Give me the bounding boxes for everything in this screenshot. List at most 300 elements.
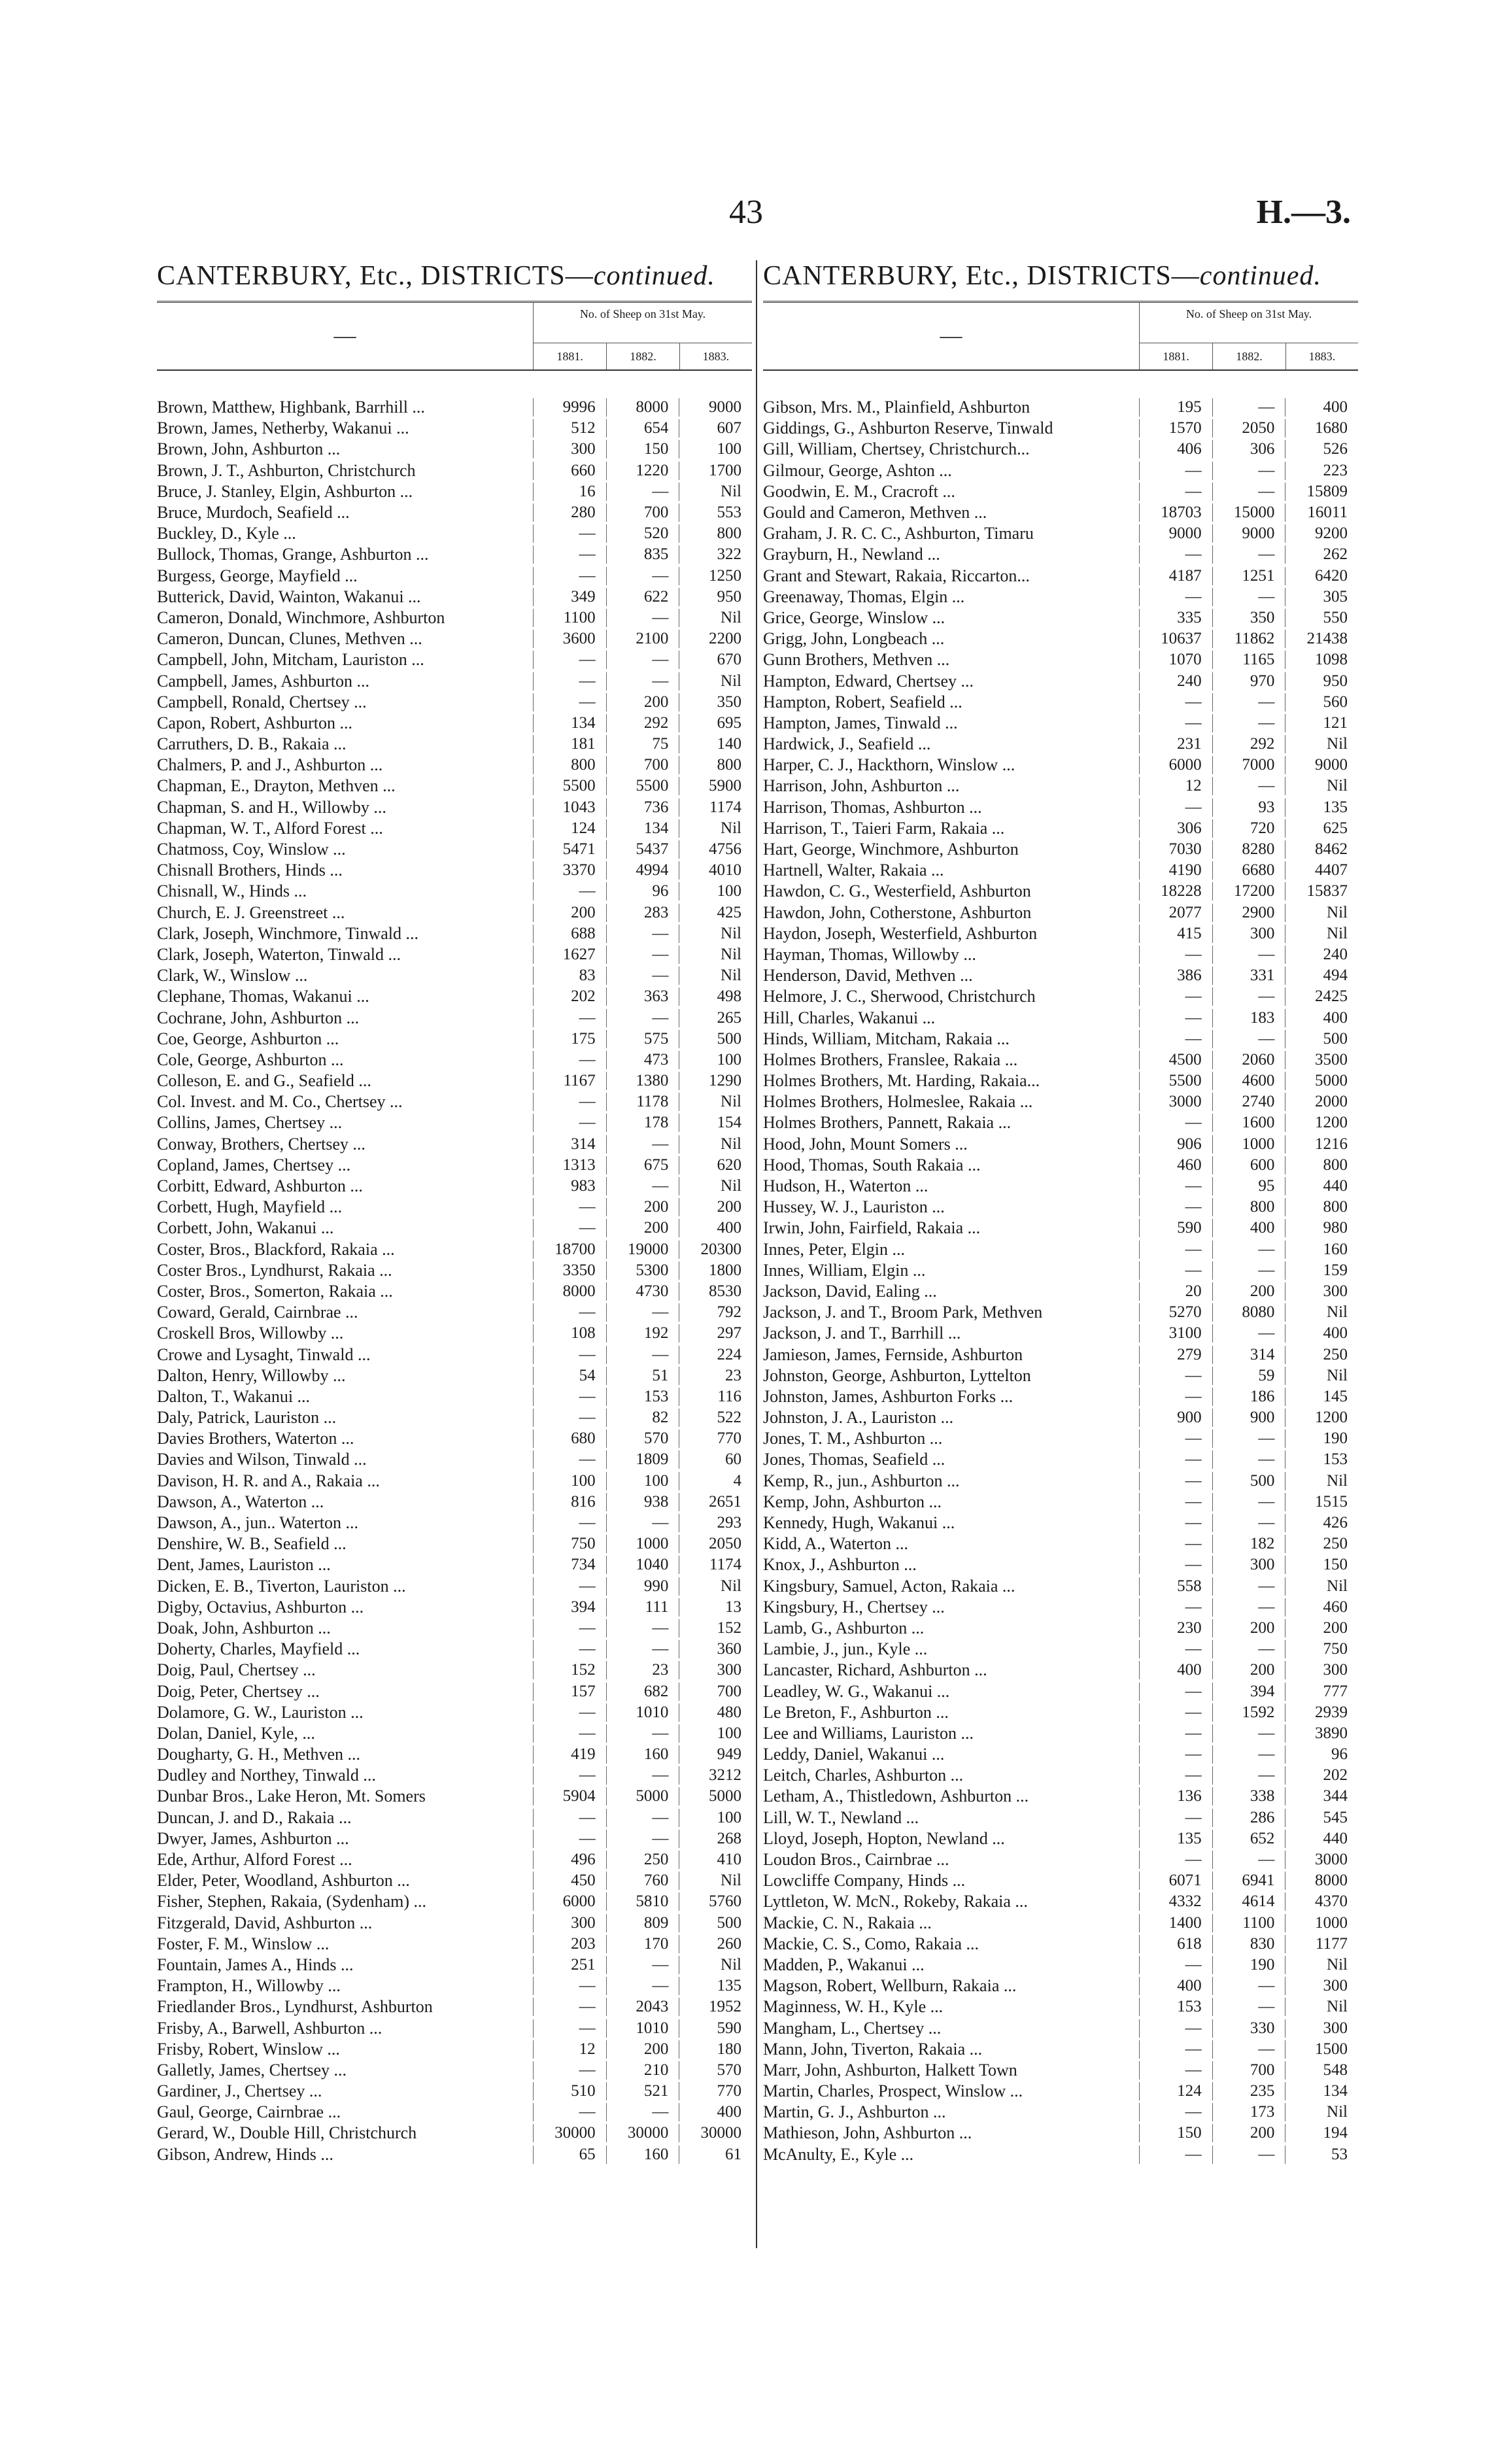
sheep-1883: 980	[1285, 1219, 1358, 1237]
sheep-1882: —	[1212, 1493, 1285, 1511]
table-row	[157, 818, 752, 839]
right-title-text: CANTERBURY, Etc., DISTRICTS—	[763, 261, 1200, 291]
table-row	[763, 439, 1358, 460]
sheep-1881: 108	[533, 1324, 606, 1343]
sheep-1883: 30000	[679, 2124, 752, 2142]
owner-name: Foster, F. M., Winslow ...	[157, 1934, 330, 1953]
sheep-1883: Nil	[1285, 1577, 1358, 1596]
sheep-1883: 1500	[1285, 2040, 1358, 2059]
owner-name: Lill, W. T., Newland ...	[763, 1807, 919, 1827]
sheep-1882: —	[606, 1303, 679, 1322]
owner-name: Jackson, David, Ealing ...	[763, 1281, 937, 1301]
table-row	[157, 1323, 752, 1344]
sheep-1882: 15000	[1212, 504, 1285, 522]
sheep-1882: 1000	[1212, 1135, 1285, 1154]
owner-name: Frisby, A., Barwell, Ashburton ...	[157, 2018, 383, 2038]
sheep-1882: 59	[1212, 1367, 1285, 1385]
owner-name: Holmes Brothers, Pannett, Rakaia ...	[763, 1113, 1012, 1133]
sheep-1882: 400	[1212, 1219, 1285, 1237]
sheep-1883: 2050	[679, 1535, 752, 1553]
sheep-1883: 545	[1285, 1809, 1358, 1827]
sheep-1883: 800	[1285, 1156, 1358, 1174]
sheep-1881: 150	[1139, 2124, 1212, 2142]
sheep-1881: —	[1139, 946, 1212, 964]
sheep-1881: —	[533, 524, 606, 543]
sheep-1881: 688	[533, 925, 606, 943]
sheep-1883: 145	[1285, 1388, 1358, 1406]
sheep-1881: 1070	[1139, 651, 1212, 669]
sheep-1881: 152	[533, 1661, 606, 1679]
sheep-1882: —	[606, 1766, 679, 1785]
sheep-1882: 1000	[606, 1535, 679, 1553]
owner-name: Harper, C. J., Hackthorn, Winslow ...	[763, 755, 1015, 775]
sheep-1882: 51	[606, 1367, 679, 1385]
sheep-1881: 496	[533, 1851, 606, 1869]
sheep-1881: 618	[1139, 1935, 1212, 1953]
table-row	[763, 1955, 1358, 1976]
sheep-1881: 1400	[1139, 1914, 1212, 1932]
sheep-1882: 473	[606, 1051, 679, 1069]
sheep-1883: 1177	[1285, 1935, 1358, 1953]
table-row	[157, 1744, 752, 1765]
right-header-label: No. of Sheep on 31st May.	[1140, 303, 1358, 343]
sheep-1881: 3000	[1139, 1093, 1212, 1111]
table-row	[763, 1723, 1358, 1744]
table-row	[157, 481, 752, 502]
table-row	[157, 1134, 752, 1155]
sheep-1881: 335	[1139, 609, 1212, 627]
sheep-1881: —	[533, 1977, 606, 1995]
sheep-1882: 75	[606, 735, 679, 753]
table-row	[157, 1344, 752, 1365]
owner-name: Mangham, L., Chertsey ...	[763, 2018, 942, 2038]
owner-name: Dent, James, Lauriston ...	[157, 1555, 331, 1575]
sheep-1882: 700	[606, 756, 679, 774]
sheep-1882: 235	[1212, 2082, 1285, 2100]
owner-name: Hood, Thomas, South Rakaia ...	[763, 1155, 981, 1174]
sheep-1882: —	[1212, 1030, 1285, 1048]
sheep-1883: 560	[1285, 693, 1358, 711]
sheep-1883: 792	[679, 1303, 752, 1322]
sheep-1883: 100	[679, 1724, 752, 1743]
table-row	[763, 2102, 1358, 2123]
sheep-1883: 4	[679, 1472, 752, 1490]
sheep-1882: 1809	[606, 1450, 679, 1469]
sheep-1882: 306	[1212, 440, 1285, 458]
owner-name: Gill, William, Chertsey, Christchurch...	[763, 439, 1030, 459]
owner-name: Davies Brothers, Waterton ...	[157, 1429, 354, 1448]
table-row	[763, 902, 1358, 923]
sheep-1881: 680	[533, 1429, 606, 1448]
right-header-dash: —	[940, 324, 962, 348]
sheep-1883: 770	[679, 1429, 752, 1448]
sheep-1883: Nil	[679, 1872, 752, 1890]
sheep-1883: 100	[679, 440, 752, 458]
table-row	[157, 566, 752, 587]
sheep-1882: —	[1212, 1640, 1285, 1658]
sheep-1883: 250	[1285, 1535, 1358, 1553]
sheep-1882: 9000	[1212, 524, 1285, 543]
owner-name: Dunbar Bros., Lake Heron, Mt. Somers	[157, 1787, 426, 1806]
table-row	[763, 2081, 1358, 2102]
owner-name: Irwin, John, Fairfield, Rakaia ...	[763, 1218, 981, 1238]
sheep-1882: 4994	[606, 861, 679, 880]
table-row	[157, 1386, 752, 1407]
owner-name: Helmore, J. C., Sherwood, Christchurch	[763, 987, 1036, 1006]
owner-name: Hudson, H., Waterton ...	[763, 1176, 928, 1196]
sheep-1882: —	[606, 1956, 679, 1974]
owner-name: Marr, John, Ashburton, Halkett Town	[763, 2060, 1017, 2079]
sheep-1883: 150	[1285, 1556, 1358, 1574]
owner-name: Martin, Charles, Prospect, Winslow ...	[763, 2081, 1023, 2101]
sheep-1881: 8000	[533, 1282, 606, 1301]
table-row	[763, 2039, 1358, 2060]
owner-name: Chapman, W. T., Alford Forest ...	[157, 818, 383, 838]
sheep-1881: 203	[533, 1935, 606, 1953]
table-row	[763, 1260, 1358, 1281]
owner-name: Leadley, W. G., Wakanui ...	[763, 1681, 950, 1701]
table-row	[763, 418, 1358, 439]
sheep-1882: 900	[1212, 1409, 1285, 1427]
sheep-1883: Nil	[679, 483, 752, 501]
sheep-1882: 338	[1212, 1787, 1285, 1805]
owner-name: Innes, Peter, Elgin ...	[763, 1239, 906, 1259]
table-row	[157, 502, 752, 523]
sheep-1883: Nil	[1285, 1956, 1358, 1974]
sheep-1881: —	[533, 1809, 606, 1827]
table-row	[157, 1681, 752, 1702]
sheep-1882: 200	[1212, 1661, 1285, 1679]
sheep-1883: 9000	[1285, 756, 1358, 774]
sheep-1882: 622	[606, 588, 679, 606]
sheep-1881: 195	[1139, 398, 1212, 417]
left-table-header	[157, 301, 752, 371]
sheep-1882: 292	[1212, 735, 1285, 753]
sheep-1881: —	[1139, 1472, 1212, 1490]
owner-name: Giddings, G., Ashburton Reserve, Tinwald	[763, 419, 1053, 438]
sheep-1881: 10637	[1139, 630, 1212, 648]
owner-name: Corbitt, Edward, Ashburton ...	[157, 1176, 363, 1196]
owner-name: Magson, Robert, Wellburn, Rakaia ...	[763, 1976, 1017, 1996]
sheep-1881: —	[533, 1830, 606, 1848]
owner-name: Hill, Charles, Wakanui ...	[763, 1008, 936, 1027]
sheep-1882: 30000	[606, 2124, 679, 2142]
owner-name: Kingsbury, Samuel, Acton, Rakaia ...	[763, 1576, 1015, 1596]
table-row	[157, 797, 752, 818]
sheep-1881: 300	[533, 440, 606, 458]
sheep-1881: —	[1139, 1745, 1212, 1764]
sheep-1883: 8530	[679, 1282, 752, 1301]
table-row	[763, 1176, 1358, 1197]
table-row	[157, 776, 752, 796]
owner-name: Corbett, John, Wakanui ...	[157, 1218, 334, 1238]
sheep-1882: 1010	[606, 2019, 679, 2038]
owner-name: Holmes Brothers, Mt. Harding, Rakaia...	[763, 1071, 1040, 1091]
owner-name: Fisher, Stephen, Rakaia, (Sydenham) ...	[157, 1892, 426, 1911]
right-year-1881: 1881.	[1163, 350, 1189, 363]
owner-name: Grigg, John, Longbeach ...	[763, 629, 945, 649]
table-row	[157, 2081, 752, 2102]
table-row	[157, 1029, 752, 1050]
sheep-1883: Nil	[679, 1577, 752, 1596]
owner-name: Hawdon, C. G., Westerfield, Ashburton	[763, 881, 1031, 901]
sheep-1882: —	[606, 1809, 679, 1827]
sheep-1882: 675	[606, 1156, 679, 1174]
table-row	[763, 1134, 1358, 1155]
owner-name: Fitzgerald, David, Ashburton ...	[157, 1913, 373, 1932]
table-row	[763, 1913, 1358, 1934]
sheep-1882: 350	[1212, 609, 1285, 627]
table-row	[763, 1428, 1358, 1449]
sheep-1882: 682	[606, 1683, 679, 1701]
owner-name: Mackie, C. N., Rakaia ...	[763, 1913, 932, 1932]
sheep-1883: 695	[679, 714, 752, 732]
owner-name: Gilmour, George, Ashton ...	[763, 460, 952, 480]
sheep-1881: —	[1139, 714, 1212, 732]
owner-name: Gaul, George, Cairnbrae ...	[157, 2102, 341, 2122]
sheep-1882: 1251	[1212, 567, 1285, 585]
sheep-1881: —	[1139, 1367, 1212, 1385]
owner-name: Hartnell, Walter, Rakaia ...	[763, 861, 944, 880]
owner-name: Copland, James, Chertsey ...	[157, 1155, 351, 1174]
owner-name: Harrison, T., Taieri Farm, Rakaia ...	[763, 818, 1005, 838]
sheep-1882: 82	[606, 1409, 679, 1427]
sheep-1882: 200	[606, 2040, 679, 2059]
table-row	[157, 1070, 752, 1091]
sheep-1881: 124	[1139, 2082, 1212, 2100]
sheep-1883: Nil	[1285, 1303, 1358, 1322]
sheep-1882: 19000	[606, 1241, 679, 1259]
owner-name: Cameron, Duncan, Clunes, Methven ...	[157, 629, 422, 649]
sheep-1882: —	[606, 2103, 679, 2121]
table-row	[763, 523, 1358, 544]
table-row	[763, 1365, 1358, 1386]
sheep-1882: 11862	[1212, 630, 1285, 648]
owner-name: Daly, Patrick, Lauriston ...	[157, 1408, 337, 1428]
owner-name: Brown, John, Ashburton ...	[157, 439, 341, 459]
owner-name: Dawson, A., jun.. Waterton ...	[157, 1513, 358, 1533]
owner-name: Church, E. J. Greenstreet ...	[157, 902, 345, 922]
sheep-1881: 558	[1139, 1577, 1212, 1596]
table-row	[157, 839, 752, 860]
sheep-1881: 460	[1139, 1156, 1212, 1174]
sheep-1883: Nil	[1285, 2103, 1358, 2121]
sheep-1881: —	[1139, 462, 1212, 480]
owner-name: Duncan, J. and D., Rakaia ...	[157, 1807, 352, 1827]
owner-name: Dawson, A., Waterton ...	[157, 1492, 324, 1511]
sheep-1882: 2043	[606, 1998, 679, 2016]
table-row	[763, 1239, 1358, 1260]
sheep-1882: 5810	[606, 1892, 679, 1911]
owner-name: Kemp, John, Ashburton ...	[763, 1492, 942, 1511]
sheep-1881: 280	[533, 504, 606, 522]
sheep-1883: 135	[679, 1977, 752, 1995]
sheep-1881: 734	[533, 1556, 606, 1574]
sheep-1881: 800	[533, 756, 606, 774]
owner-name: Gibson, Mrs. M., Plainfield, Ashburton	[763, 398, 1030, 417]
owner-name: Bruce, J. Stanley, Elgin, Ashburton ...	[157, 481, 413, 501]
owner-name: Brown, J. T., Ashburton, Christchurch	[157, 460, 416, 480]
sheep-1881: 512	[533, 419, 606, 437]
sheep-1881: —	[533, 1198, 606, 1216]
sheep-1882: 5000	[606, 1787, 679, 1805]
sheep-1882: —	[1212, 1324, 1285, 1343]
sheep-1883: 223	[1285, 462, 1358, 480]
right-header-sheep	[1139, 303, 1358, 369]
table-row	[763, 1007, 1358, 1028]
sheep-1881: —	[533, 882, 606, 900]
sheep-1882: —	[1212, 1577, 1285, 1596]
sheep-1883: 4370	[1285, 1892, 1358, 1911]
sheep-1881: —	[1139, 545, 1212, 564]
table-row	[763, 1744, 1358, 1765]
table-row	[763, 1471, 1358, 1492]
table-row	[763, 734, 1358, 755]
sheep-1881: —	[1139, 588, 1212, 606]
sheep-1883: 750	[1285, 1640, 1358, 1658]
sheep-1881: 65	[533, 2146, 606, 2164]
owner-name: Jackson, J. and T., Broom Park, Methven	[763, 1303, 1043, 1322]
owner-name: Dougharty, G. H., Methven ...	[157, 1745, 360, 1764]
table-row	[157, 1428, 752, 1449]
owner-name: Friedlander Bros., Lyndhurst, Ashburton	[157, 1997, 433, 2017]
owner-name: Johnston, J. A., Lauriston ...	[763, 1408, 954, 1428]
sheep-1881: —	[1139, 693, 1212, 711]
left-column	[157, 260, 752, 2165]
sheep-1883: Nil	[1285, 777, 1358, 795]
table-row	[157, 734, 752, 755]
sheep-1883: 100	[679, 882, 752, 900]
sheep-1883: 1700	[679, 462, 752, 480]
sheep-1883: 96	[1285, 1745, 1358, 1764]
sheep-1883: 1800	[679, 1261, 752, 1280]
sheep-1883: 410	[679, 1851, 752, 1869]
sheep-1881: 5904	[533, 1787, 606, 1805]
sheep-1882: —	[1212, 1724, 1285, 1743]
table-row	[763, 1786, 1358, 1807]
sheep-1881: —	[1139, 2019, 1212, 2038]
table-row	[157, 397, 752, 418]
table-row	[763, 1891, 1358, 1912]
owner-name: Coster, Bros., Somerton, Rakaia ...	[157, 1281, 393, 1301]
sheep-1883: 293	[679, 1514, 752, 1532]
sheep-1881: 300	[533, 1914, 606, 1932]
sheep-1882: 1040	[606, 1556, 679, 1574]
sheep-1883: 15837	[1285, 882, 1358, 900]
owner-name: Clark, W., Winslow ...	[157, 966, 308, 985]
left-year-1881: 1881.	[556, 350, 583, 363]
sheep-1883: 300	[1285, 1661, 1358, 1679]
sheep-1881: —	[1139, 2040, 1212, 2059]
sheep-1883: 1000	[1285, 1914, 1358, 1932]
table-row	[157, 1786, 752, 1807]
sheep-1882: 292	[606, 714, 679, 732]
sheep-1881: —	[1139, 1450, 1212, 1469]
owner-name: Lee and Williams, Lauriston ...	[763, 1723, 974, 1743]
sheep-1883: 800	[679, 756, 752, 774]
sheep-1882: 200	[606, 1198, 679, 1216]
sheep-1882: —	[1212, 1450, 1285, 1469]
sheep-1883: 1250	[679, 567, 752, 585]
sheep-1881: —	[533, 1724, 606, 1743]
sheep-1882: —	[1212, 398, 1285, 417]
sheep-1882: 95	[1212, 1177, 1285, 1195]
sheep-1881: 20	[1139, 1282, 1212, 1301]
table-row	[763, 397, 1358, 418]
sheep-1881: 1167	[533, 1072, 606, 1090]
sheep-1882: —	[1212, 714, 1285, 732]
sheep-1883: Nil	[1285, 1998, 1358, 2016]
sheep-1881: 1100	[533, 609, 606, 627]
sheep-1882: —	[1212, 1598, 1285, 1617]
table-row	[763, 1996, 1358, 2017]
table-row	[763, 1112, 1358, 1133]
table-row	[763, 1344, 1358, 1365]
sheep-1883: Nil	[679, 672, 752, 691]
sheep-1882: 192	[606, 1324, 679, 1343]
owner-name: Chatmoss, Coy, Winslow ...	[157, 840, 346, 859]
sheep-1882: —	[606, 967, 679, 985]
sheep-1881: —	[533, 2103, 606, 2121]
table-row	[763, 1597, 1358, 1618]
sheep-1883: 159	[1285, 1261, 1358, 1280]
sheep-1882: 800	[1212, 1198, 1285, 1216]
sheep-1881: 5471	[533, 840, 606, 859]
table-row	[157, 587, 752, 607]
sheep-1881: 9000	[1139, 524, 1212, 543]
sheep-1881: —	[1139, 1429, 1212, 1448]
sheep-1882: 2100	[606, 630, 679, 648]
table-row	[157, 755, 752, 776]
owner-name: Coward, Gerald, Cairnbrae ...	[157, 1303, 358, 1322]
sheep-1881: —	[533, 1303, 606, 1322]
owner-name: Mathieson, John, Ashburton ...	[763, 2123, 972, 2143]
sheep-1883: 1200	[1285, 1114, 1358, 1132]
table-row	[157, 1533, 752, 1554]
sheep-1882: —	[1212, 946, 1285, 964]
table-row	[763, 649, 1358, 670]
sheep-1882: 17200	[1212, 882, 1285, 900]
sheep-1881: —	[1139, 1809, 1212, 1827]
owner-name: Chisnall, W., Hinds ...	[157, 881, 307, 901]
owner-name: Dicken, E. B., Tiverton, Lauriston ...	[157, 1576, 406, 1596]
sheep-1881: 6000	[1139, 756, 1212, 774]
sheep-1883: 460	[1285, 1598, 1358, 1617]
sheep-1881: 386	[1139, 967, 1212, 985]
owner-name: Campbell, James, Ashburton ...	[157, 671, 369, 691]
sheep-1882: 500	[1212, 1472, 1285, 1490]
sheep-1882: 8000	[606, 398, 679, 417]
sheep-1881: —	[533, 693, 606, 711]
sheep-1881: —	[1139, 1514, 1212, 1532]
sheep-1882: 8080	[1212, 1303, 1285, 1322]
sheep-1883: 440	[1285, 1830, 1358, 1848]
sheep-1881: 6071	[1139, 1872, 1212, 1890]
table-row	[763, 1828, 1358, 1849]
sheep-1883: 5000	[679, 1787, 752, 1805]
sheep-1882: 700	[1212, 2061, 1285, 2079]
owner-name: Le Breton, F., Ashburton ...	[763, 1702, 949, 1722]
sheep-1883: 1952	[679, 1998, 752, 2016]
table-row	[763, 986, 1358, 1007]
table-row	[763, 1449, 1358, 1470]
table-row	[763, 1492, 1358, 1513]
owner-name: Burgess, George, Mayfield ...	[157, 566, 358, 585]
sheep-1882: —	[1212, 1429, 1285, 1448]
table-row	[763, 881, 1358, 902]
table-row	[763, 776, 1358, 796]
table-row	[157, 607, 752, 628]
